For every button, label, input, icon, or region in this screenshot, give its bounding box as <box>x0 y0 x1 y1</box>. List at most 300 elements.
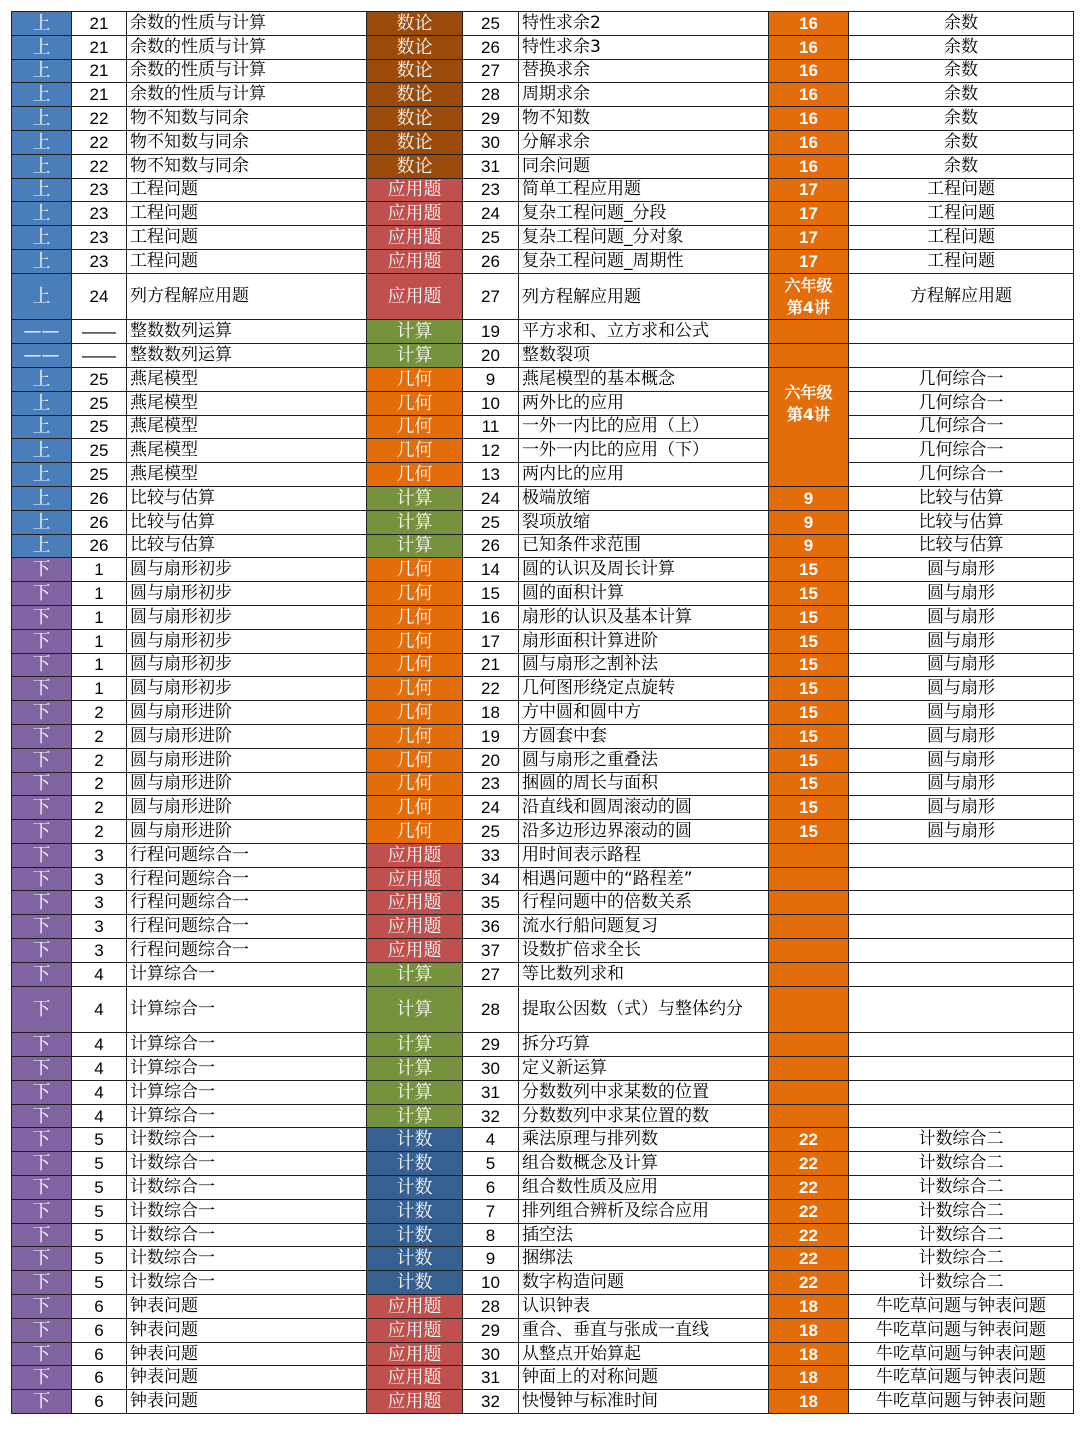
category-cell: 几何 <box>367 677 463 701</box>
index-cell: 20 <box>463 748 519 772</box>
week-cell: 6 <box>72 1295 127 1319</box>
week-cell: 5 <box>72 1223 127 1247</box>
subtopic-cell: 组合数概念及计算 <box>519 1152 769 1176</box>
table-row <box>12 154 1074 178</box>
week-cell: —— <box>72 344 127 368</box>
table-row <box>12 1128 1074 1152</box>
unit-cell: 几何综合一 <box>849 367 1074 391</box>
table-row <box>12 1033 1074 1057</box>
week-cell: 4 <box>72 1104 127 1128</box>
subtopic-cell: 同余问题 <box>519 154 769 178</box>
week-cell: 22 <box>72 154 127 178</box>
semester-cell: 上 <box>12 154 72 178</box>
index-cell: 28 <box>463 1295 519 1319</box>
unit-cell: 几何综合一 <box>849 391 1074 415</box>
week-cell: 26 <box>72 510 127 534</box>
table-row <box>12 178 1074 202</box>
unit-cell: 圆与扇形 <box>849 582 1074 606</box>
unit-cell: 圆与扇形 <box>849 748 1074 772</box>
table-row <box>12 1152 1074 1176</box>
semester-cell: 上 <box>12 59 72 83</box>
subtopic-cell: 定义新运算 <box>519 1057 769 1081</box>
topic-cell: 物不知数与同余 <box>127 107 367 131</box>
subtopic-cell: 极端放缩 <box>519 486 769 510</box>
week-cell: 2 <box>72 724 127 748</box>
lesson-cell: 15 <box>769 605 849 629</box>
index-cell: 19 <box>463 320 519 344</box>
week-cell: 21 <box>72 83 127 107</box>
unit-cell <box>849 915 1074 939</box>
index-cell: 25 <box>463 820 519 844</box>
week-cell: 25 <box>72 415 127 439</box>
week-cell: 1 <box>72 629 127 653</box>
table-row <box>12 391 1074 415</box>
index-cell: 28 <box>463 986 519 1033</box>
week-cell: 2 <box>72 772 127 796</box>
lesson-cell: 15 <box>769 677 849 701</box>
topic-cell: 余数的性质与计算 <box>127 59 367 83</box>
table-row <box>12 796 1074 820</box>
week-cell: 4 <box>72 986 127 1033</box>
lesson-cell: 9 <box>769 534 849 558</box>
index-cell: 24 <box>463 486 519 510</box>
week-cell: 2 <box>72 796 127 820</box>
topic-cell: 圆与扇形进阶 <box>127 701 367 725</box>
table-row <box>12 226 1074 250</box>
unit-cell: 比较与估算 <box>849 486 1074 510</box>
unit-cell: 几何综合一 <box>849 463 1074 487</box>
index-cell: 28 <box>463 83 519 107</box>
category-cell: 计数 <box>367 1152 463 1176</box>
subtopic-cell: 排列组合辨析及综合应用 <box>519 1199 769 1223</box>
lesson-cell <box>769 962 849 986</box>
index-cell: 23 <box>463 772 519 796</box>
topic-cell: 工程问题 <box>127 226 367 250</box>
lesson-cell: 22 <box>769 1152 849 1176</box>
subtopic-cell: 相遇问题中的“路程差” <box>519 867 769 891</box>
semester-cell: 下 <box>12 1176 72 1200</box>
subtopic-cell: 物不知数 <box>519 107 769 131</box>
index-cell: 9 <box>463 1247 519 1271</box>
lesson-cell: 17 <box>769 249 849 273</box>
lesson-cell <box>769 320 849 344</box>
table-row <box>12 724 1074 748</box>
subtopic-cell: 方中圆和圆中方 <box>519 701 769 725</box>
week-cell: 5 <box>72 1128 127 1152</box>
semester-cell: 下 <box>12 558 72 582</box>
index-cell: 24 <box>463 796 519 820</box>
lesson-cell: 16 <box>769 59 849 83</box>
index-cell: 34 <box>463 867 519 891</box>
table-row <box>12 962 1074 986</box>
index-cell: 10 <box>463 1271 519 1295</box>
semester-cell: 下 <box>12 1247 72 1271</box>
semester-cell: 下 <box>12 1104 72 1128</box>
category-cell: 计算 <box>367 1080 463 1104</box>
topic-cell: 计算综合一 <box>127 962 367 986</box>
semester-cell: 上 <box>12 130 72 154</box>
table-row <box>12 867 1074 891</box>
category-cell: 应用题 <box>367 1318 463 1342</box>
semester-cell: 上 <box>12 534 72 558</box>
subtopic-cell: 重合、垂直与张成一直线 <box>519 1318 769 1342</box>
semester-cell: 上 <box>12 107 72 131</box>
unit-cell <box>849 1080 1074 1104</box>
week-cell: —— <box>72 320 127 344</box>
topic-cell: 计数综合一 <box>127 1271 367 1295</box>
index-cell: 4 <box>463 1128 519 1152</box>
unit-cell: 圆与扇形 <box>849 772 1074 796</box>
category-cell: 几何 <box>367 605 463 629</box>
category-cell: 计算 <box>367 1104 463 1128</box>
table-row <box>12 891 1074 915</box>
week-cell: 21 <box>72 12 127 36</box>
index-cell: 15 <box>463 582 519 606</box>
table-row <box>12 510 1074 534</box>
topic-cell: 计数综合一 <box>127 1128 367 1152</box>
unit-cell <box>849 320 1074 344</box>
semester-cell: 上 <box>12 439 72 463</box>
lesson-cell: 17 <box>769 178 849 202</box>
index-cell: 25 <box>463 510 519 534</box>
category-cell: 数论 <box>367 83 463 107</box>
week-cell: 22 <box>72 107 127 131</box>
table-row <box>12 367 1074 391</box>
semester-cell: 下 <box>12 796 72 820</box>
index-cell: 12 <box>463 439 519 463</box>
category-cell: 应用题 <box>367 1342 463 1366</box>
unit-cell: 工程问题 <box>849 226 1074 250</box>
category-cell: 几何 <box>367 415 463 439</box>
semester-cell: 下 <box>12 748 72 772</box>
table-row <box>12 629 1074 653</box>
semester-cell: 下 <box>12 843 72 867</box>
table-row <box>12 605 1074 629</box>
index-cell: 33 <box>463 843 519 867</box>
topic-cell: 余数的性质与计算 <box>127 12 367 36</box>
week-cell: 5 <box>72 1152 127 1176</box>
subtopic-cell: 快慢钟与标准时间 <box>519 1390 769 1414</box>
semester-cell: 下 <box>12 605 72 629</box>
unit-cell: 余数 <box>849 107 1074 131</box>
unit-cell: 比较与估算 <box>849 510 1074 534</box>
index-cell: 20 <box>463 344 519 368</box>
lesson-cell: 16 <box>769 83 849 107</box>
subtopic-cell: 扇形的认识及基本计算 <box>519 605 769 629</box>
category-cell: 应用题 <box>367 939 463 963</box>
subtopic-cell: 周期求余 <box>519 83 769 107</box>
category-cell: 计数 <box>367 1128 463 1152</box>
unit-cell <box>849 962 1074 986</box>
topic-cell: 计算综合一 <box>127 1033 367 1057</box>
table-row <box>12 273 1074 320</box>
semester-cell: 上 <box>12 391 72 415</box>
topic-cell: 计算综合一 <box>127 1104 367 1128</box>
index-cell: 30 <box>463 1057 519 1081</box>
topic-cell: 圆与扇形初步 <box>127 677 367 701</box>
index-cell: 25 <box>463 12 519 36</box>
lesson-cell: 18 <box>769 1318 849 1342</box>
lesson-cell: 9 <box>769 510 849 534</box>
lesson-cell: 16 <box>769 154 849 178</box>
semester-cell: 下 <box>12 1223 72 1247</box>
semester-cell: 下 <box>12 1199 72 1223</box>
category-cell: 数论 <box>367 107 463 131</box>
subtopic-cell: 分数数列中求某位置的数 <box>519 1104 769 1128</box>
unit-cell: 圆与扇形 <box>849 796 1074 820</box>
unit-cell: 圆与扇形 <box>849 701 1074 725</box>
category-cell: 几何 <box>367 558 463 582</box>
table-row <box>12 1057 1074 1081</box>
index-cell: 35 <box>463 891 519 915</box>
topic-cell: 工程问题 <box>127 178 367 202</box>
semester-cell: 下 <box>12 986 72 1033</box>
topic-cell: 燕尾模型 <box>127 391 367 415</box>
unit-cell: 圆与扇形 <box>849 820 1074 844</box>
index-cell: 16 <box>463 605 519 629</box>
topic-cell: 计算综合一 <box>127 1080 367 1104</box>
index-cell: 30 <box>463 1342 519 1366</box>
semester-cell: 上 <box>12 202 72 226</box>
table-row <box>12 1080 1074 1104</box>
topic-cell: 行程问题综合一 <box>127 867 367 891</box>
subtopic-cell: 插空法 <box>519 1223 769 1247</box>
week-cell: 26 <box>72 534 127 558</box>
category-cell: 计算 <box>367 344 463 368</box>
week-cell: 6 <box>72 1342 127 1366</box>
subtopic-cell: 捆绑法 <box>519 1247 769 1271</box>
topic-cell: 钟表问题 <box>127 1295 367 1319</box>
unit-cell: 几何综合一 <box>849 439 1074 463</box>
week-cell: 1 <box>72 582 127 606</box>
index-cell: 26 <box>463 249 519 273</box>
topic-cell: 圆与扇形初步 <box>127 629 367 653</box>
curriculum-table <box>11 11 1074 1414</box>
table-row <box>12 35 1074 59</box>
lesson-cell: 六年级 第4讲 <box>769 273 849 320</box>
table-row <box>12 820 1074 844</box>
lesson-cell: 18 <box>769 1295 849 1319</box>
subtopic-cell: 几何图形绕定点旋转 <box>519 677 769 701</box>
topic-cell: 行程问题综合一 <box>127 939 367 963</box>
semester-cell: —— <box>12 344 72 368</box>
topic-cell: 工程问题 <box>127 202 367 226</box>
index-cell: 23 <box>463 178 519 202</box>
lesson-cell: 15 <box>769 724 849 748</box>
table-row <box>12 130 1074 154</box>
unit-cell: 工程问题 <box>849 178 1074 202</box>
unit-cell <box>849 867 1074 891</box>
table-row <box>12 415 1074 439</box>
index-cell: 7 <box>463 1199 519 1223</box>
unit-cell: 圆与扇形 <box>849 558 1074 582</box>
semester-cell: 上 <box>12 83 72 107</box>
topic-cell: 燕尾模型 <box>127 439 367 463</box>
index-cell: 9 <box>463 367 519 391</box>
semester-cell: —— <box>12 320 72 344</box>
unit-cell: 余数 <box>849 130 1074 154</box>
lesson-cell <box>769 1080 849 1104</box>
unit-cell <box>849 1033 1074 1057</box>
category-cell: 应用题 <box>367 226 463 250</box>
topic-cell: 物不知数与同余 <box>127 154 367 178</box>
category-cell: 应用题 <box>367 202 463 226</box>
category-cell: 应用题 <box>367 1366 463 1390</box>
lesson-cell: 22 <box>769 1247 849 1271</box>
index-cell: 17 <box>463 629 519 653</box>
semester-cell: 上 <box>12 249 72 273</box>
index-cell: 31 <box>463 1366 519 1390</box>
category-cell: 应用题 <box>367 867 463 891</box>
lesson-cell: 16 <box>769 35 849 59</box>
index-cell: 37 <box>463 939 519 963</box>
week-cell: 3 <box>72 915 127 939</box>
index-cell: 27 <box>463 59 519 83</box>
unit-cell <box>849 939 1074 963</box>
index-cell: 10 <box>463 391 519 415</box>
lesson-cell: 15 <box>769 748 849 772</box>
table-row <box>12 463 1074 487</box>
semester-cell: 上 <box>12 367 72 391</box>
index-cell: 11 <box>463 415 519 439</box>
topic-cell: 圆与扇形初步 <box>127 558 367 582</box>
category-cell: 计算 <box>367 510 463 534</box>
semester-cell: 下 <box>12 701 72 725</box>
table-row <box>12 558 1074 582</box>
week-cell: 25 <box>72 439 127 463</box>
week-cell: 3 <box>72 891 127 915</box>
lesson-cell: 17 <box>769 202 849 226</box>
subtopic-cell: 扇形面积计算进阶 <box>519 629 769 653</box>
semester-cell: 上 <box>12 486 72 510</box>
topic-cell: 计数综合一 <box>127 1199 367 1223</box>
semester-cell: 下 <box>12 677 72 701</box>
semester-cell: 上 <box>12 226 72 250</box>
topic-cell: 计数综合一 <box>127 1247 367 1271</box>
index-cell: 14 <box>463 558 519 582</box>
topic-cell: 燕尾模型 <box>127 367 367 391</box>
table-row <box>12 59 1074 83</box>
unit-cell: 牛吃草问题与钟表问题 <box>849 1366 1074 1390</box>
lesson-cell: 18 <box>769 1390 849 1414</box>
subtopic-cell: 两内比的应用 <box>519 463 769 487</box>
lesson-cell <box>769 344 849 368</box>
unit-cell <box>849 1057 1074 1081</box>
semester-cell: 下 <box>12 653 72 677</box>
subtopic-cell: 行程问题中的倍数关系 <box>519 891 769 915</box>
semester-cell: 下 <box>12 1390 72 1414</box>
subtopic-cell: 钟面上的对称问题 <box>519 1366 769 1390</box>
semester-cell: 下 <box>12 1318 72 1342</box>
subtopic-cell: 圆的认识及周长计算 <box>519 558 769 582</box>
lesson-cell: 22 <box>769 1271 849 1295</box>
lesson-cell: 16 <box>769 130 849 154</box>
category-cell: 几何 <box>367 701 463 725</box>
week-cell: 3 <box>72 867 127 891</box>
semester-cell: 下 <box>12 1342 72 1366</box>
week-cell: 5 <box>72 1199 127 1223</box>
category-cell: 数论 <box>367 154 463 178</box>
subtopic-cell: 方圆套中套 <box>519 724 769 748</box>
week-cell: 3 <box>72 939 127 963</box>
table-row <box>12 486 1074 510</box>
table-row <box>12 1271 1074 1295</box>
subtopic-cell: 乘法原理与排列数 <box>519 1128 769 1152</box>
subtopic-cell: 分解求余 <box>519 130 769 154</box>
unit-cell: 几何综合一 <box>849 415 1074 439</box>
lesson-cell: 15 <box>769 820 849 844</box>
unit-cell: 计数综合二 <box>849 1176 1074 1200</box>
unit-cell: 计数综合二 <box>849 1128 1074 1152</box>
subtopic-cell: 简单工程应用题 <box>519 178 769 202</box>
index-cell: 32 <box>463 1390 519 1414</box>
unit-cell: 工程问题 <box>849 249 1074 273</box>
subtopic-cell: 拆分巧算 <box>519 1033 769 1057</box>
semester-cell: 下 <box>12 1295 72 1319</box>
semester-cell: 下 <box>12 962 72 986</box>
unit-cell: 圆与扇形 <box>849 724 1074 748</box>
lesson-cell <box>769 891 849 915</box>
semester-cell: 上 <box>12 415 72 439</box>
index-cell: 30 <box>463 130 519 154</box>
week-cell: 4 <box>72 962 127 986</box>
subtopic-cell: 沿直线和圆周滚动的圆 <box>519 796 769 820</box>
semester-cell: 下 <box>12 724 72 748</box>
category-cell: 应用题 <box>367 915 463 939</box>
category-cell: 计算 <box>367 986 463 1033</box>
topic-cell: 比较与估算 <box>127 510 367 534</box>
unit-cell <box>849 843 1074 867</box>
topic-cell: 圆与扇形进阶 <box>127 724 367 748</box>
week-cell: 3 <box>72 843 127 867</box>
topic-cell: 燕尾模型 <box>127 415 367 439</box>
table-row <box>12 1176 1074 1200</box>
subtopic-cell: 列方程解应用题 <box>519 273 769 320</box>
table-row <box>12 320 1074 344</box>
index-cell: 21 <box>463 653 519 677</box>
lesson-cell: 22 <box>769 1128 849 1152</box>
topic-cell: 行程问题综合一 <box>127 915 367 939</box>
category-cell: 数论 <box>367 35 463 59</box>
lesson-cell <box>769 939 849 963</box>
lesson-cell <box>769 1104 849 1128</box>
topic-cell: 工程问题 <box>127 249 367 273</box>
week-cell: 25 <box>72 391 127 415</box>
week-cell: 4 <box>72 1080 127 1104</box>
week-cell: 21 <box>72 59 127 83</box>
table-row <box>12 701 1074 725</box>
week-cell: 1 <box>72 558 127 582</box>
unit-cell: 牛吃草问题与钟表问题 <box>849 1318 1074 1342</box>
week-cell: 1 <box>72 605 127 629</box>
category-cell: 应用题 <box>367 1295 463 1319</box>
unit-cell: 余数 <box>849 59 1074 83</box>
week-cell: 1 <box>72 677 127 701</box>
topic-cell: 计数综合一 <box>127 1176 367 1200</box>
table-row <box>12 915 1074 939</box>
unit-cell <box>849 1104 1074 1128</box>
unit-cell: 圆与扇形 <box>849 653 1074 677</box>
lesson-cell <box>769 867 849 891</box>
week-cell: 2 <box>72 748 127 772</box>
unit-cell: 圆与扇形 <box>849 629 1074 653</box>
semester-cell: 上 <box>12 273 72 320</box>
week-cell: 5 <box>72 1247 127 1271</box>
table-row <box>12 986 1074 1033</box>
semester-cell: 上 <box>12 12 72 36</box>
lesson-cell: 15 <box>769 772 849 796</box>
unit-cell: 圆与扇形 <box>849 677 1074 701</box>
